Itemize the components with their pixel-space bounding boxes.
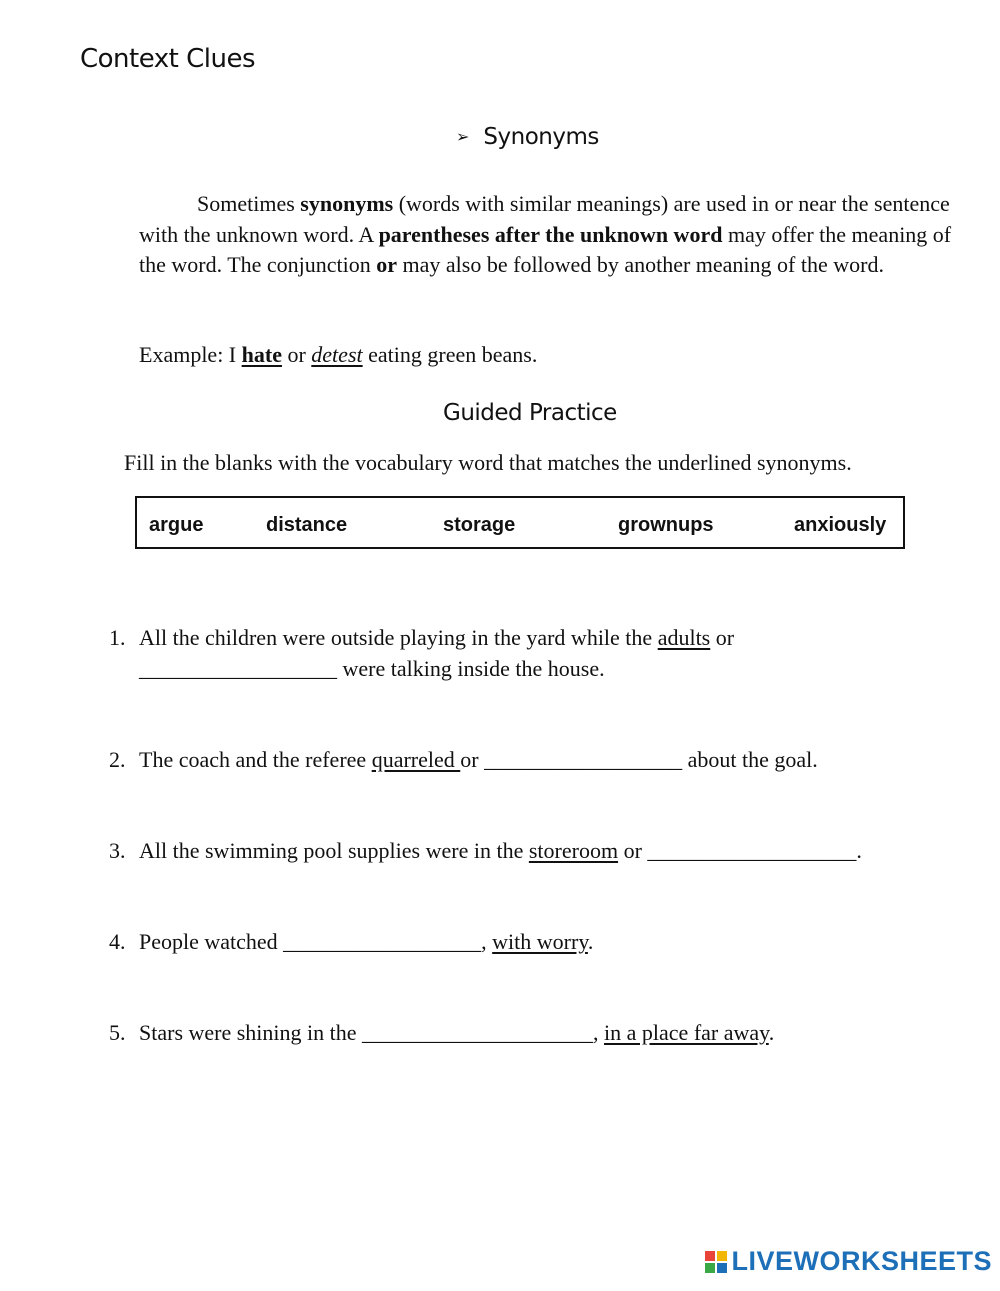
answer-blank[interactable]: __________________ [283,929,482,954]
intro-paragraph [139,189,959,281]
underlined-synonym: adults [657,625,711,650]
example-suffix: eating green beans. [362,342,538,367]
example-sentence [139,340,537,371]
question-text: or [618,838,648,863]
example-word: hate [241,342,282,367]
question-text: or [710,625,735,650]
question-text: Stars were shining in the [139,1020,363,1045]
word-bank-item: grownups [618,514,714,536]
answer-blank[interactable]: _____________________ [362,1020,594,1045]
question-text: , [593,1020,605,1045]
word-bank-item: argue [149,514,204,536]
intro-bold-parentheses: parentheses after the unknown word [378,221,723,247]
intro-bold-synonyms: synonyms [300,191,394,216]
example-prefix: Example: I [139,342,242,367]
underlined-synonym: storeroom [528,838,619,863]
intro-text-2: (words with similar meanings) are used in or near the sentence with the unknown word. A [139,191,950,247]
question-number: 3. [109,838,126,863]
question-text: or [460,747,485,772]
answer-blank[interactable]: __________________ [484,747,683,772]
word-bank-item: anxiously [794,514,887,536]
word-bank-item: distance [266,514,348,536]
question-number: 4. [109,929,126,954]
question-text: All the children were outside playing in the yard while the [139,625,658,650]
question-text: The coach and the referee [139,747,372,772]
question-2 [109,744,818,775]
question-text: People watched [139,929,284,954]
logo-block [717,1263,727,1273]
underlined-synonym: with worry [492,929,588,954]
liveworksheets-logo[interactable] [705,1246,992,1277]
question-5 [109,1017,775,1048]
logo-blocks-icon [705,1251,727,1273]
section-heading-text: Synonyms [483,124,599,150]
example-middle: or [281,342,312,367]
question-number: 2. [109,747,126,772]
question-text: All the swimming pool supplies were in the [139,838,529,863]
arrow-bullet-icon: ➢ [456,129,470,146]
logo-block [705,1251,715,1261]
underlined-synonym: in a place far away [604,1020,769,1045]
guided-practice-heading: Guided Practice [443,400,617,426]
question-text: , [481,929,493,954]
logo-text: LIVEWORKSHEETS [731,1246,992,1276]
intro-text-1: Sometimes [197,191,301,216]
page-title: Context Clues [80,44,256,74]
question-text: . [768,1020,775,1045]
logo-block [717,1251,727,1261]
answer-blank[interactable]: __________________ [139,656,337,681]
underlined-synonym: quarreled [371,747,461,772]
question-3 [109,835,862,866]
intro-bold-or: or [376,252,398,277]
question-4 [109,926,594,957]
question-1 [109,622,839,684]
word-bank-item: storage [443,514,516,536]
question-text: were talking inside the house. [337,656,605,681]
question-text: . [587,929,594,954]
question-number: 5. [109,1020,126,1045]
logo-block [705,1263,715,1273]
instructions: Fill in the blanks with the vocabulary word that matches the underlined synonyms. [124,450,852,475]
example-synonym: detest [311,342,363,367]
intro-text-4: may also be followed by another meaning of the word. [397,252,884,277]
intro-text-3: may offer the meaning of the word. The conjunction [139,221,952,277]
question-text: . [856,838,862,863]
answer-blank[interactable]: ___________________ [647,838,857,863]
question-text: about the goal. [682,747,818,772]
question-number: 1. [109,625,126,650]
section-heading [456,124,599,150]
word-bank [135,496,905,549]
